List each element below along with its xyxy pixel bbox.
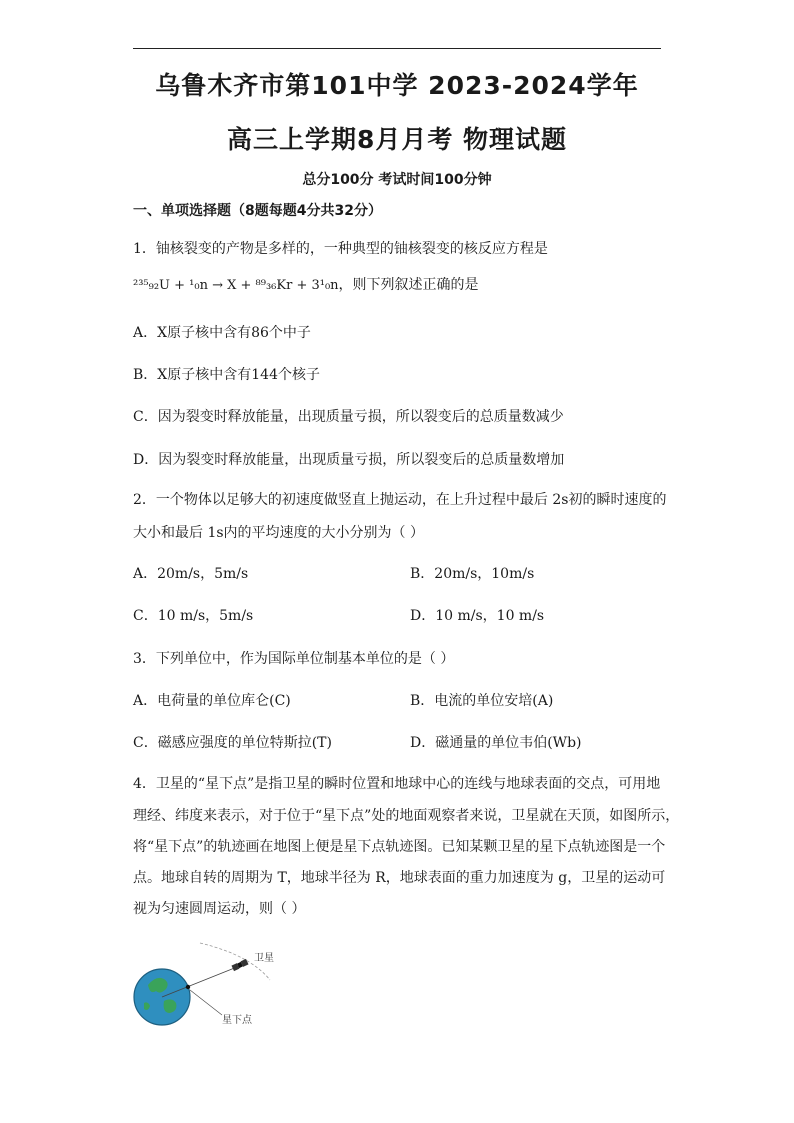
q4-line1: 4．卫星的“星下点”是指卫星的瞬时位置和地球中心的连线与地球表面的交点，可用地 bbox=[133, 776, 661, 792]
q4-line5: 视为匀速圆周运动，则（ ） bbox=[133, 901, 306, 917]
q2-option-c: C．10 m/s，5m/s bbox=[133, 608, 254, 624]
satellite-icon bbox=[231, 959, 248, 971]
exam-title-line1: 乌鲁木齐市第101中学 2023-2024学年 bbox=[155, 71, 639, 100]
subpoint-label: 星下点 bbox=[222, 1015, 252, 1026]
q3-option-c: C．磁感应强度的单位特斯拉(T) bbox=[133, 735, 332, 751]
q2-option-d: D．10 m/s，10 m/s bbox=[410, 608, 545, 624]
q3-option-a: A．电荷量的单位库仑(C) bbox=[133, 693, 291, 709]
q3-option-b: B．电流的单位安培(A) bbox=[410, 693, 554, 709]
q3-stem: 3．下列单位中，作为国际单位制基本单位的是（ ） bbox=[133, 651, 455, 667]
q1-option-c: C．因为裂变时释放能量，出现质量亏损，所以裂变后的总质量数减少 bbox=[133, 409, 564, 425]
subpoint-marker bbox=[186, 985, 190, 989]
q1-equation: ²³⁵₉₂U + ¹₀n → X + ⁸⁹₃₆Kr + 3¹₀n bbox=[133, 278, 339, 293]
q2-option-a: A．20m/s，5m/s bbox=[133, 566, 249, 582]
exam-title-line2: 高三上学期8月月考 物理试题 bbox=[226, 125, 568, 154]
q1-stem-suffix: ，则下列叙述正确的是 bbox=[338, 277, 479, 293]
q2-stem-line1: 2．一个物体以足够大的初速度做竖直上抛运动，在上升过程中最后 2s初的瞬时速度的 bbox=[133, 492, 667, 508]
q1-stem-line2 bbox=[133, 274, 479, 294]
satellite-label: 卫星 bbox=[254, 953, 274, 964]
header-rule bbox=[133, 48, 661, 49]
q4-line4: 点。地球自转的周期为 T，地球半径为 R，地球表面的重力加速度为 g，卫星的运动可 bbox=[133, 870, 666, 886]
q1-option-d: D．因为裂变时释放能量，出现质量亏损，所以裂变后的总质量数增加 bbox=[133, 452, 565, 468]
q2-option-b: B．20m/s，10m/s bbox=[410, 566, 535, 582]
q1-stem-line1: 1．铀核裂变的产物是多样的，一种典型的铀核裂变的核反应方程是 bbox=[133, 241, 548, 257]
q4-line2: 理经、纬度来表示，对于位于“星下点”处的地面观察者来说，卫星就在天顶，如图所示， bbox=[133, 808, 680, 824]
q1-option-a: A．X原子核中含有86个中子 bbox=[133, 325, 311, 341]
q2-stem-line2: 大小和最后 1s内的平均速度的大小分别为（ ） bbox=[133, 525, 424, 541]
section-heading: 一、单项选择题（8题每题4分共32分） bbox=[133, 203, 382, 219]
exam-subtitle: 总分100分 考试时间100分钟 bbox=[302, 172, 492, 188]
q3-option-d: D．磁通量的单位韦伯(Wb) bbox=[410, 735, 582, 751]
subpoint-leader-line bbox=[190, 990, 222, 1015]
satellite-figure bbox=[130, 935, 300, 1035]
q4-line3: 将“星下点”的轨迹画在地图上便是星下点轨迹图。已知某颗卫星的星下点轨迹图是一个 bbox=[133, 839, 666, 855]
q1-option-b: B．X原子核中含有144个核子 bbox=[133, 367, 320, 383]
